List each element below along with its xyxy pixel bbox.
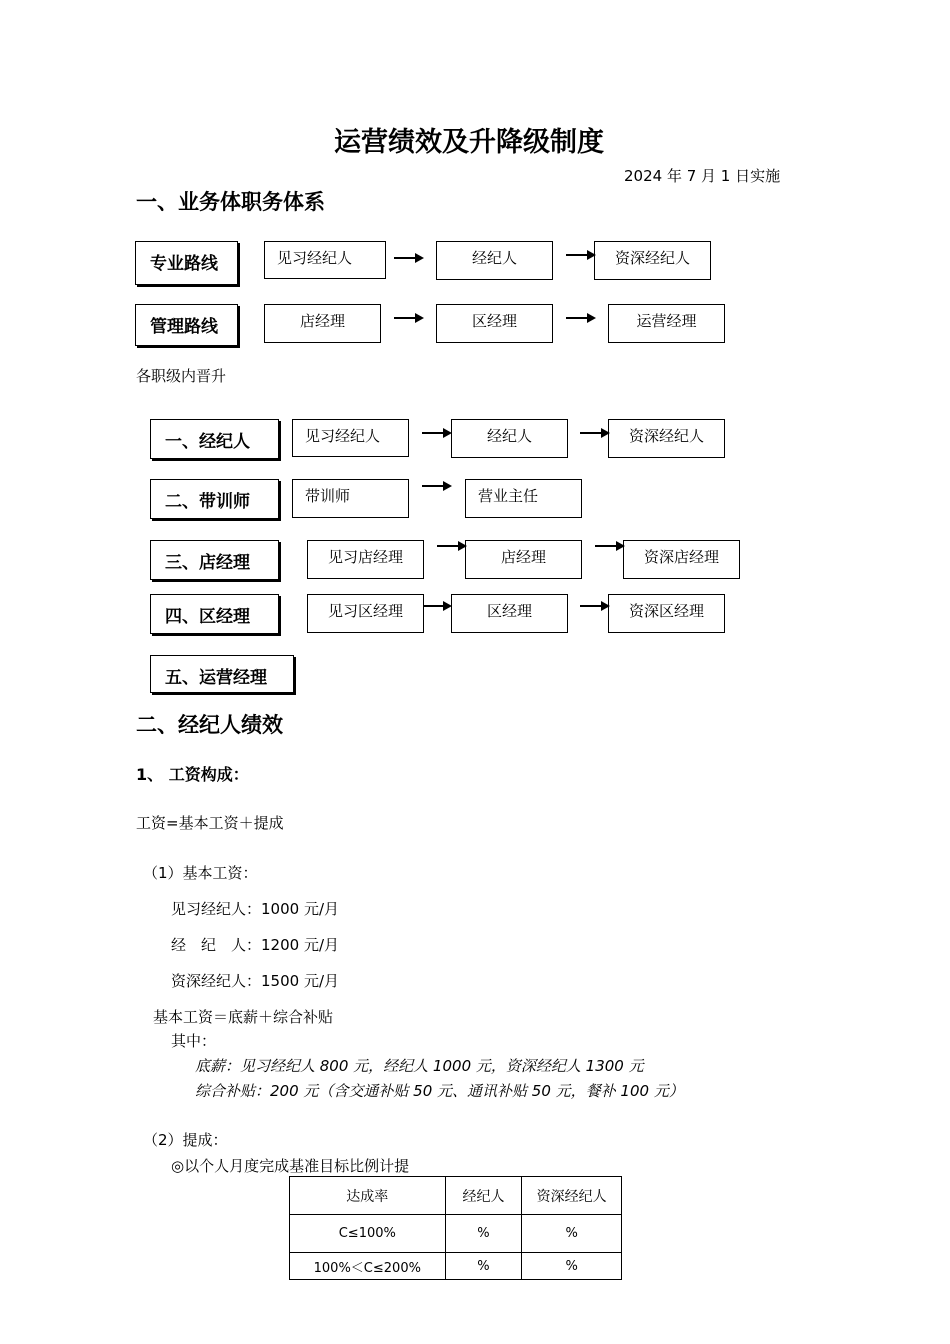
level-step: 见习经纪人 <box>292 419 409 457</box>
level-label: 一、经纪人 <box>150 419 279 459</box>
commission-heading: （2）提成： <box>143 1131 228 1149</box>
promotion-note: 各职级内晋升 <box>136 367 227 385</box>
section1-heading: 一、业务体职务体系 <box>136 190 325 214</box>
table-cell: % <box>522 1215 622 1253</box>
detail-line: 综合补贴：200 元（含交通补贴 50 元、通讯补贴 50 元，餐补 100 元） <box>195 1082 684 1100</box>
level-label: 三、店经理 <box>150 540 279 580</box>
level-label: 五、运营经理 <box>150 655 294 693</box>
table-cell: % <box>445 1253 522 1280</box>
base-salary-item: 经 纪 人：1200 元/月 <box>171 936 339 954</box>
base-salary-heading: （1）基本工资： <box>143 864 258 882</box>
track-step: 区经理 <box>436 304 553 343</box>
base-salary-item: 资深经纪人：1500 元/月 <box>171 972 339 990</box>
salary-formula: 工资=基本工资＋提成 <box>136 814 284 832</box>
level-step: 营业主任 <box>465 479 582 518</box>
level-step: 区经理 <box>451 594 568 633</box>
arrow-right-icon <box>580 432 608 434</box>
among-label: 其中： <box>171 1032 217 1050</box>
arrow-right-icon <box>394 257 422 259</box>
track-label-management: 管理路线 <box>135 304 238 346</box>
level-label: 二、带训师 <box>150 479 279 519</box>
arrow-right-icon <box>424 605 450 607</box>
arrow-right-icon <box>566 254 594 256</box>
level-step: 资深店经理 <box>623 540 740 579</box>
track-step: 见习经纪人 <box>264 241 386 279</box>
track-step: 店经理 <box>264 304 381 343</box>
level-step: 资深经纪人 <box>608 419 725 458</box>
table-cell: % <box>522 1253 622 1280</box>
commission-table <box>289 1176 622 1280</box>
effective-date: 2024 年 7 月 1 日实施 <box>624 167 781 185</box>
table-cell: % <box>445 1215 522 1253</box>
table-header: 资深经纪人 <box>522 1177 622 1215</box>
arrow-right-icon <box>422 485 450 487</box>
arrow-right-icon <box>580 605 608 607</box>
table-header: 达成率 <box>290 1177 446 1215</box>
table-cell: 100%＜C≤200% <box>290 1253 446 1280</box>
table-row <box>290 1253 622 1280</box>
section2-heading: 二、经纪人绩效 <box>136 713 283 737</box>
commission-note: ◎以个人月度完成基准目标比例计提 <box>171 1157 410 1175</box>
arrow-right-icon <box>595 545 623 547</box>
track-step: 资深经纪人 <box>594 241 711 280</box>
base-salary-item: 见习经纪人：1000 元/月 <box>171 900 339 918</box>
track-step: 运营经理 <box>608 304 725 343</box>
level-step: 店经理 <box>465 540 582 579</box>
table-cell: C≤100% <box>290 1215 446 1253</box>
page-title: 运营绩效及升降级制度 <box>334 127 604 158</box>
level-step: 带训师 <box>292 479 409 518</box>
track-step: 经纪人 <box>436 241 553 280</box>
table-row <box>290 1215 622 1253</box>
track-label-professional: 专业路线 <box>135 241 238 285</box>
base-formula: 基本工资＝底薪＋综合补贴 <box>153 1008 334 1026</box>
arrow-right-icon <box>394 317 422 319</box>
level-step: 资深区经理 <box>608 594 725 633</box>
level-step: 见习区经理 <box>307 594 424 633</box>
arrow-right-icon <box>437 545 465 547</box>
level-label: 四、区经理 <box>150 594 279 634</box>
level-step: 经纪人 <box>451 419 568 458</box>
arrow-right-icon <box>422 432 450 434</box>
detail-line: 底薪：见习经纪人 800 元，经纪人 1000 元，资深经纪人 1300 元 <box>195 1057 644 1075</box>
arrow-right-icon <box>566 317 594 319</box>
subsection-heading: 1、 工资构成： <box>136 765 249 784</box>
level-step: 见习店经理 <box>307 540 424 579</box>
table-header: 经纪人 <box>445 1177 522 1215</box>
